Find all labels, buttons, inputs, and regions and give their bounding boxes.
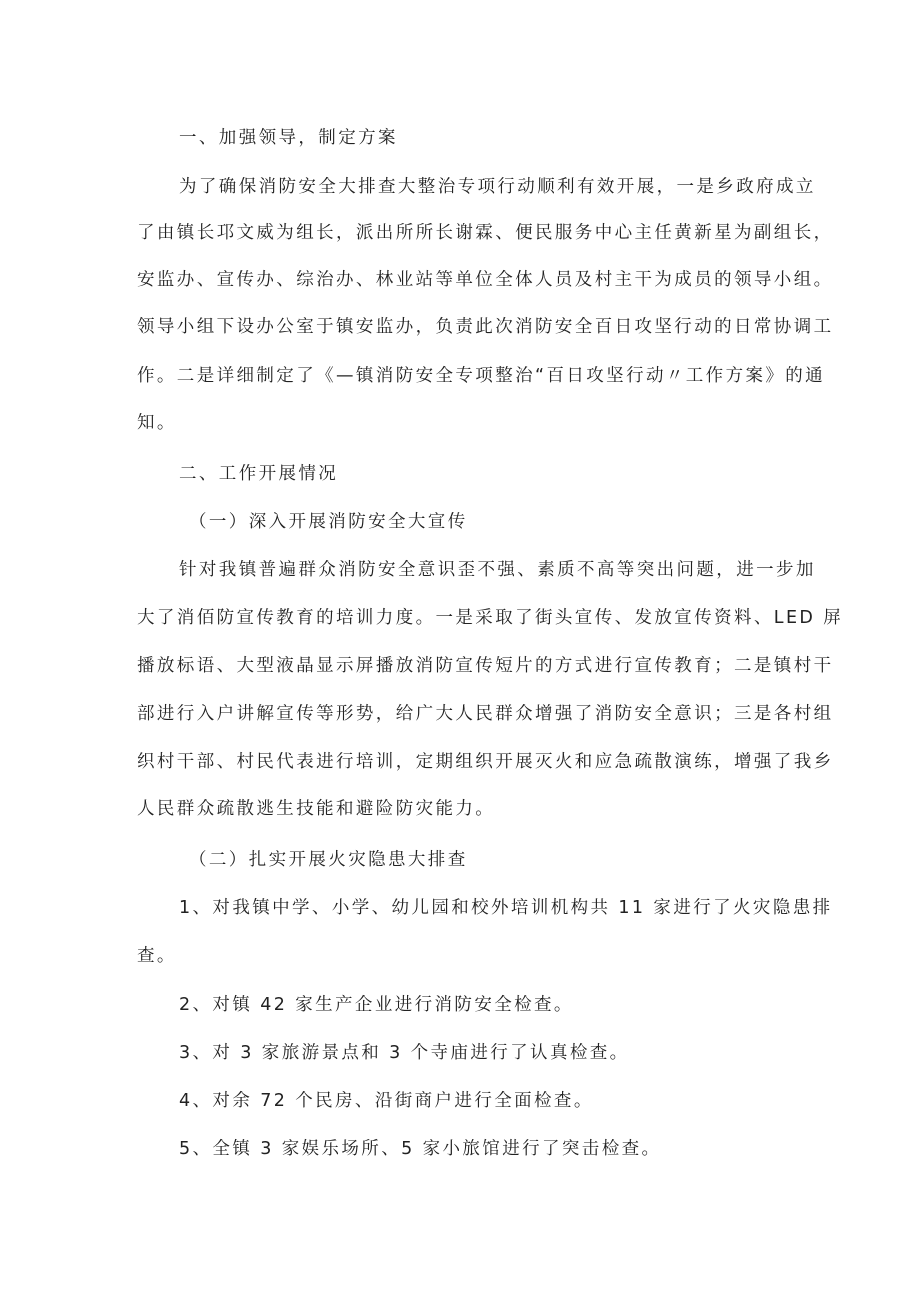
paragraph-2-line-1: 针对我镇普遍群众消防安全意识歪不强、素质不高等突出问题，进一步加	[179, 560, 816, 580]
subsection-heading-2: （二）扎实开展火灾隐患大排查	[189, 850, 468, 870]
section-heading-1: 一、加强领导，制定方案	[179, 128, 398, 148]
subsection-heading-1: （一）深入开展消防安全大宣传	[189, 512, 468, 532]
paragraph-1-line-4: 领导小组下设办公室于镇安监办，负责此次消防安全百日攻坚行动的日常协调工	[137, 317, 834, 337]
paragraph-1-line-2: 了由镇长邛文威为组长，派出所所长谢霖、便民服务中心主任黄新星为副组长，	[137, 223, 834, 243]
paragraph-1-line-5: 作。二是详细制定了《—镇消防安全专项整治“百日攻坚行动〃工作方案》的通	[137, 366, 826, 386]
paragraph-1-line-1: 为了确保消防安全大排查大整治专项行动顺利有效开展，一是乡政府成立	[179, 177, 816, 197]
paragraph-1-line-3: 安监办、宣传办、综治办、林业站等单位全体人员及村主干为成员的领导小组。	[137, 270, 834, 290]
list-item-5: 5、全镇 3 家娱乐场所、5 家小旅馆进行了突击检查。	[179, 1139, 662, 1159]
list-item-4: 4、对余 72 个民房、沿街商户进行全面检查。	[179, 1091, 594, 1111]
list-item-2: 2、对镇 42 家生产企业进行消防安全检查。	[179, 995, 574, 1015]
paragraph-2-line-4: 部进行入户讲解宣传等形势，给广大人民群众增强了消防安全意识；三是各村组	[137, 704, 834, 724]
section-heading-2: 二、工作开展情况	[179, 464, 339, 484]
paragraph-2-line-6: 人民群众疏散逃生技能和避险防灾能力。	[137, 799, 496, 819]
list-item-3: 3、对 3 家旅游景点和 3 个寺庙进行了认真检查。	[179, 1043, 630, 1063]
paragraph-1-line-6: 知。	[137, 413, 177, 433]
paragraph-2-line-5: 织村干部、村民代表进行培训，定期组织开展灭火和应急疏散演练，增强了我乡	[137, 752, 834, 772]
list-item-1-line-2: 查。	[137, 946, 177, 966]
paragraph-2-line-3: 播放标语、大型液晶显示屏播放消防宣传短片的方式进行宣传教育；二是镇村干	[137, 656, 834, 676]
list-item-1-line-1: 1、对我镇中学、小学、幼儿园和校外培训机构共 11 家进行了火灾隐患排	[179, 898, 833, 918]
paragraph-2-line-2: 大了消佰防宣传教育的培训力度。一是采取了街头宣传、发放宣传资料、LED 屏	[137, 608, 844, 628]
